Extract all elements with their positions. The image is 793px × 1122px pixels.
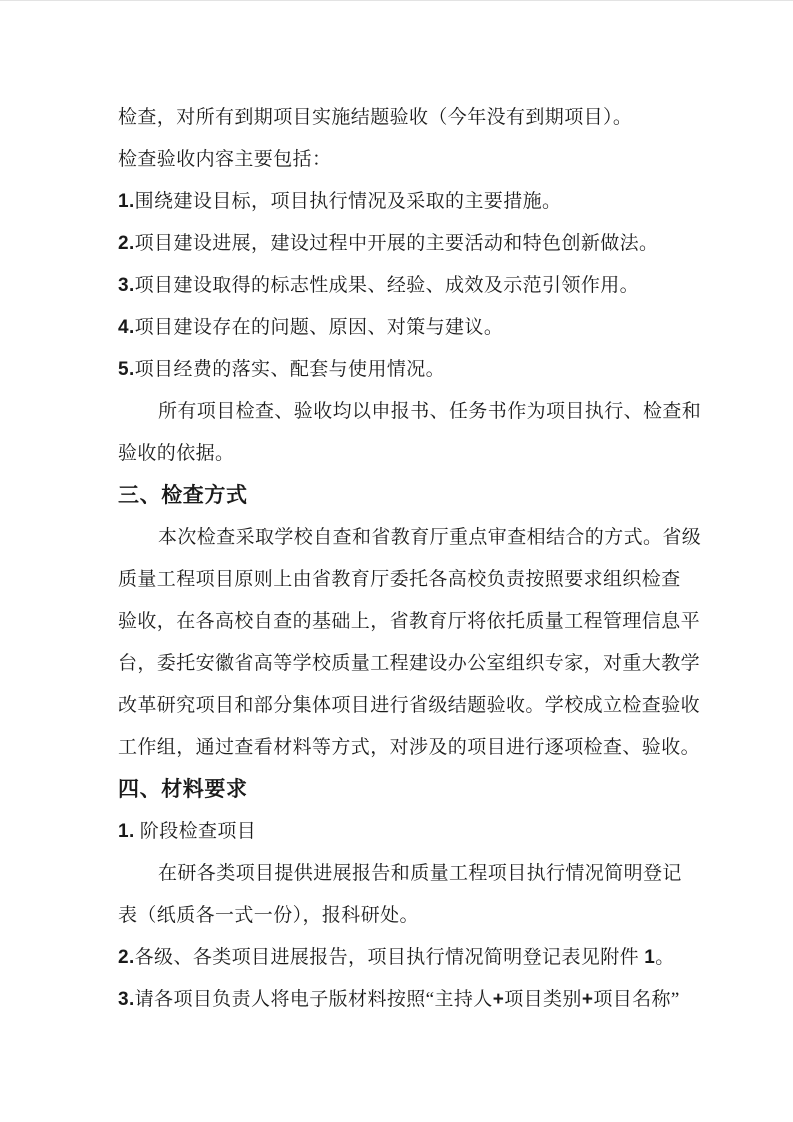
text-line bbox=[118, 601, 701, 643]
text-line bbox=[118, 895, 680, 937]
text-segment: 项目名称” bbox=[593, 989, 680, 1010]
text-line bbox=[118, 559, 680, 601]
section-heading bbox=[118, 769, 680, 811]
text-segment: 质量工程项目原则上由省教育厅委托各高校负责按照要求组织检查 bbox=[118, 569, 681, 590]
text-segment: 围绕建设目标，项目执行情况及采取的主要措施。 bbox=[134, 191, 562, 212]
text-line bbox=[118, 853, 680, 895]
text-segment: 在研各类项目提供进展报告和质量工程项目执行情况简明登记 bbox=[158, 863, 682, 884]
text-segment: 本次检查采取学校自查和省教育厅重点审查相结合的方式。省级 bbox=[158, 527, 702, 548]
text-segment: 。 bbox=[655, 947, 675, 968]
text-line bbox=[118, 811, 680, 853]
bold-text-segment: 三、检查方式 bbox=[118, 484, 248, 507]
text-segment: 工作组，通过查看材料等方式，对涉及的项目进行逐项检查、验收。 bbox=[118, 737, 701, 758]
text-line bbox=[118, 97, 680, 139]
text-line bbox=[118, 517, 702, 559]
text-segment: 项目建设进展，建设过程中开展的主要活动和特色创新做法。 bbox=[134, 233, 659, 254]
text-segment: 检查验收内容主要包括： bbox=[118, 149, 332, 170]
text-line bbox=[118, 685, 701, 727]
bold-text-segment: 四、材料要求 bbox=[118, 778, 248, 801]
text-line bbox=[118, 181, 680, 223]
text-line bbox=[118, 433, 680, 475]
text-segment: 表（纸质各一式一份），报科研处。 bbox=[118, 905, 419, 926]
text-line bbox=[118, 349, 680, 391]
text-segment: 所有项目检查、验收均以申报书、任务书作为项目执行、检查和 bbox=[158, 401, 702, 422]
text-segment: 请各项目负责人将电子版材料按照“主持人 bbox=[134, 989, 493, 1010]
bold-text-segment: 1. bbox=[118, 821, 135, 842]
text-line bbox=[118, 391, 702, 433]
bold-text-segment: 1. bbox=[118, 191, 135, 212]
text-segment: 项目建设取得的标志性成果、经验、成效及示范引领作用。 bbox=[134, 275, 640, 296]
text-line bbox=[118, 223, 680, 265]
bold-text-segment: 5. bbox=[118, 359, 135, 380]
text-line bbox=[118, 979, 680, 1021]
text-line bbox=[118, 265, 680, 307]
text-line bbox=[118, 643, 701, 685]
bold-text-segment: 2. bbox=[118, 233, 135, 254]
text-line bbox=[118, 937, 680, 979]
bold-text-segment: 1 bbox=[644, 947, 656, 968]
text-segment: 改革研究项目和部分集体项目进行省级结题验收。学校成立检查验收 bbox=[118, 695, 701, 716]
bold-text-segment: 4. bbox=[118, 317, 135, 338]
text-line bbox=[118, 139, 680, 181]
text-segment: 验收的依据。 bbox=[118, 443, 235, 464]
bold-text-segment: + bbox=[492, 989, 505, 1010]
text-line bbox=[118, 727, 701, 769]
text-segment: 项目经费的落实、配套与使用情况。 bbox=[134, 359, 446, 380]
text-segment: 台，委托安徽省高等学校质量工程建设办公室组织专家，对重大教学 bbox=[118, 653, 701, 674]
document-content bbox=[118, 97, 702, 1021]
text-segment: 检查，对所有到期项目实施结题验收（今年没有到期项目）。 bbox=[118, 107, 633, 128]
section-heading bbox=[118, 475, 680, 517]
bold-text-segment: 3. bbox=[118, 989, 135, 1010]
text-segment: 项目类别 bbox=[504, 989, 582, 1010]
bold-text-segment: + bbox=[581, 989, 594, 1010]
bold-text-segment: 2. bbox=[118, 947, 135, 968]
text-segment: 阶段检查项目 bbox=[134, 821, 257, 842]
text-segment: 项目建设存在的问题、原因、对策与建议。 bbox=[134, 317, 504, 338]
text-segment: 各级、各类项目进展报告，项目执行情况简明登记表见附件 bbox=[134, 947, 645, 968]
bold-text-segment: 3. bbox=[118, 275, 135, 296]
text-line bbox=[118, 307, 680, 349]
text-segment: 验收，在各高校自查的基础上，省教育厅将依托质量工程管理信息平 bbox=[118, 611, 701, 632]
